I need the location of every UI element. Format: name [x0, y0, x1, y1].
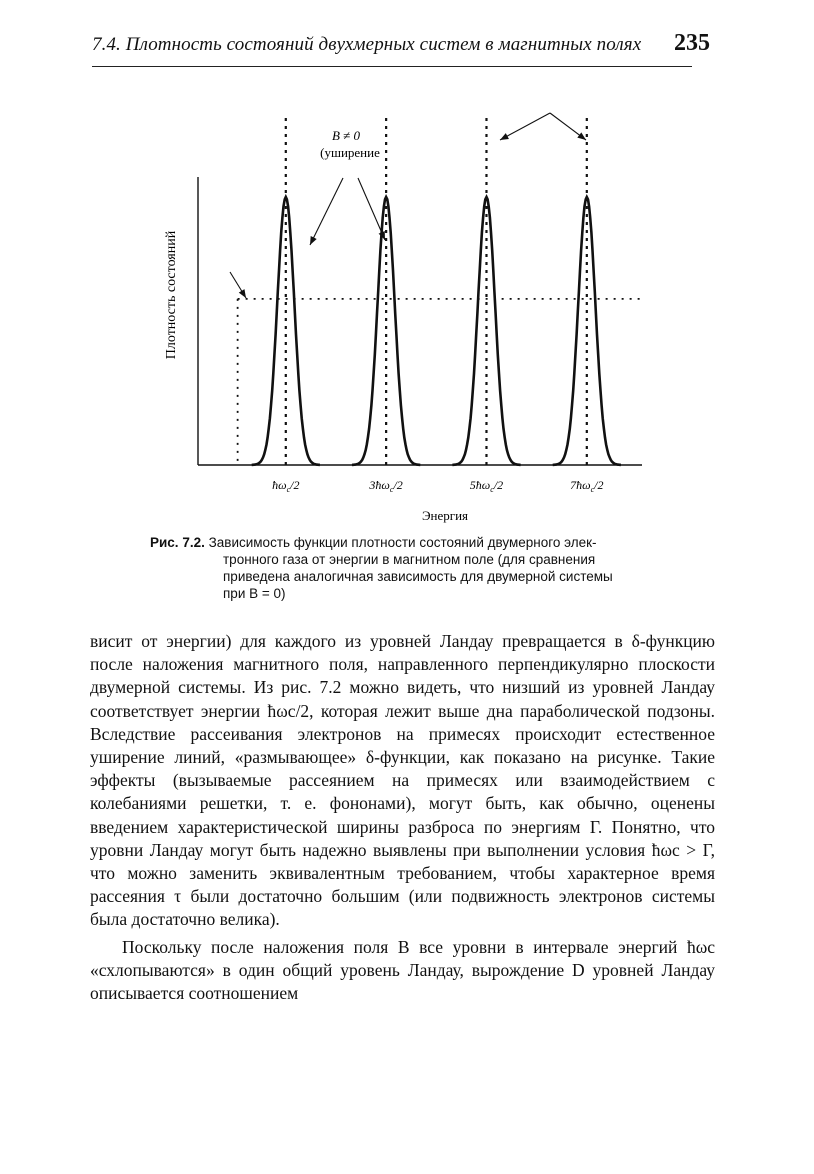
x-tick-label: $3ħ\omega_c/2$ [369, 478, 403, 494]
caption-line-2: тронного газа от энергии в магнитном поле (для сравнения [223, 552, 596, 567]
arrow-top-left-head [500, 133, 509, 140]
annotation-b-line1: B ≠ 0 [331, 128, 361, 143]
arrow-top-right-head [577, 132, 586, 140]
figure-7-2 [150, 100, 660, 530]
caption-first-line [150, 534, 715, 551]
figure-caption [150, 534, 715, 602]
page-number: 235 [674, 30, 710, 56]
caption-line-1: Зависимость функции плотности состояний двумерного элек- [208, 535, 597, 550]
caption-label: Рис. 7.2. [150, 535, 205, 550]
body-text [90, 630, 715, 1005]
arrow-b-left [310, 178, 343, 245]
caption-line-3: приведена аналогичная зависимость для двумерной системы [223, 569, 613, 584]
arrow-step-head [239, 289, 246, 298]
running-header [92, 26, 732, 70]
paragraph-1: висит от энергии) для каждого из уровней Ландау превращается в δ-функцию после наложения магнитного поля, направленного перпендикулярно плоскости двумерной системы. Из рис. 7.2 можно видеть, что низший из уровней Ландау соответствует энергии ħωc/2, которая лежит выше дна параболической подзоны. Вследствие рассеивания электронов на примесях происходит естественное уширение линий, «размывающее» δ-функции, как показано на рисунке. Такие эффекты (вызываемые рассеянием на примесях или взаимодействием с колебаниями решетки, т. е. фононами), могут быть, как обычно, оценены введением характеристической ширины разброса по энергиям Γ. Понятно, что уровни Ландау могут быть надежно выявлены при выполнении условия ħωc > Γ, что можно заменить эквивалентным требованием, чтобы характерное время рассеяния τ были достаточно большим (или подвижность электронов системы была достаточно велика). [90, 631, 715, 930]
arrow-top-left [500, 113, 550, 140]
arrow-b-right [358, 178, 385, 240]
x-axis-label: Энергия [421, 508, 469, 523]
paragraph-2: Поскольку после наложения поля B все уровни в интервале энергий ħωc «схлопываются» в один общий уровень Ландау, вырождение D уровней Ландау описывается соотношением [90, 936, 715, 1004]
x-tick-label: $7ħ\omega_c/2$ [570, 478, 604, 494]
header-rule [92, 66, 692, 67]
caption-line-4: при B = 0) [223, 586, 286, 601]
y-axis-label: Плотность состояний [164, 230, 179, 360]
dos-chart [150, 100, 660, 530]
running-header-title: 7.4. Плотность состояний двухмерных систем в магнитных полях [92, 34, 642, 55]
chart-marks [198, 113, 642, 469]
x-tick-label: $5ħ\omega_c/2$ [469, 478, 504, 494]
annotation-b-line2: (уширение [320, 145, 380, 160]
x-tick-label: $ħ\omega_c/2$ [272, 478, 300, 494]
arrow-b-left-head [310, 236, 317, 245]
x-tick-labels [272, 478, 603, 494]
